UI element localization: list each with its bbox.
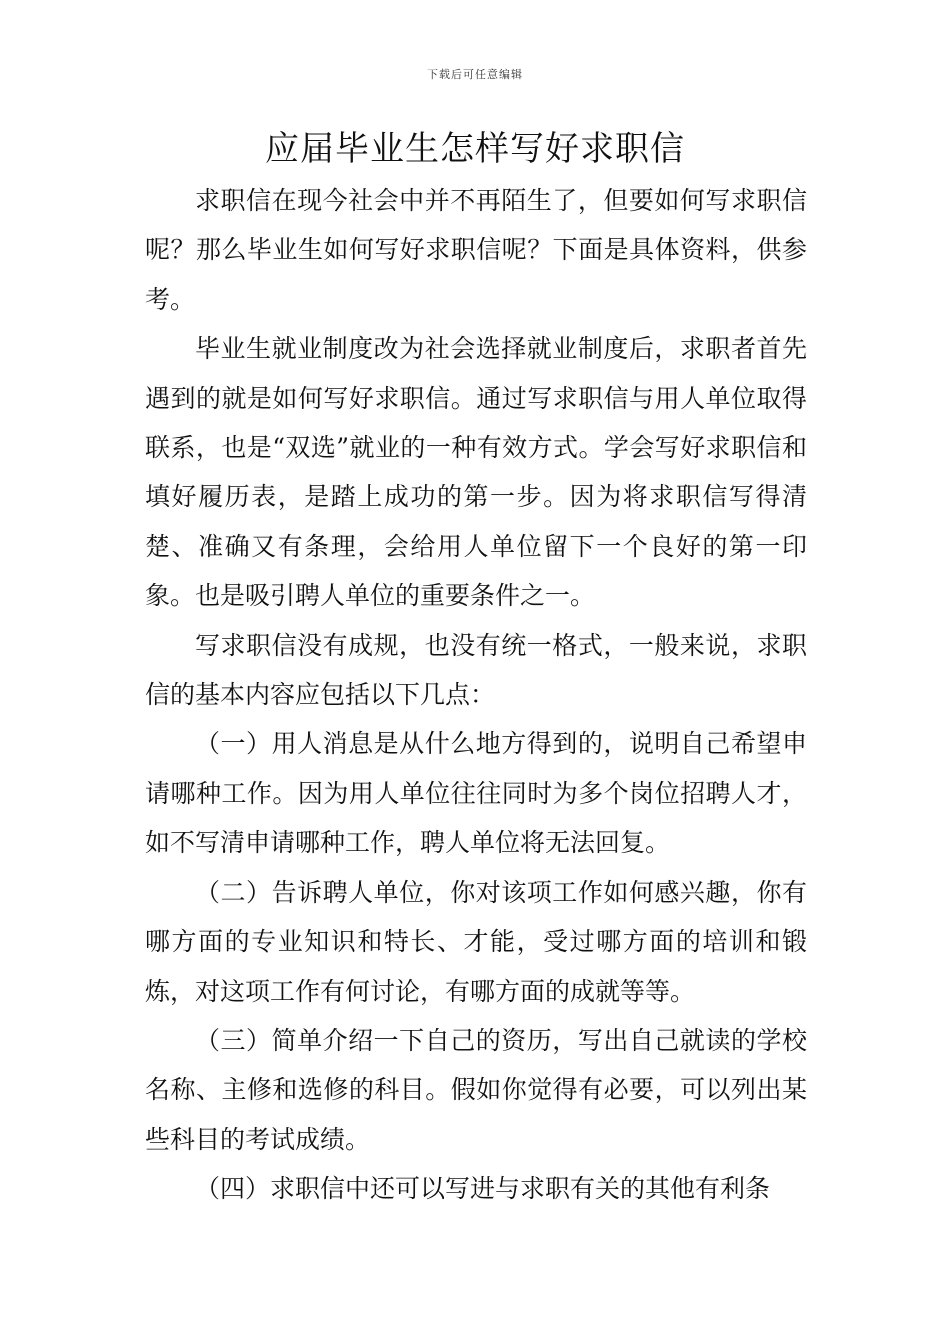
document-body <box>145 176 807 1214</box>
paragraph-point-3: （三）简单介绍一下自己的资历，写出自己就读的学校名称、主修和选修的科目。假如你觉得有必要，可以列出某些科目的考试成绩。 <box>145 1025 807 1154</box>
paragraph-intro: 求职信在现今社会中并不再陌生了，但要如何写求职信呢？那么毕业生如何写好求职信呢？下面是具体资料，供参考。 <box>145 186 807 314</box>
paragraph-point-4: （四）求职信中还可以写进与求职有关的其他有利条 <box>195 1174 771 1204</box>
header-note: 下载后可任意编辑 <box>427 68 523 81</box>
paragraph-point-1: （一）用人消息是从什么地方得到的，说明自己希望申请哪种工作。因为用人单位往往同时为多个岗位招聘人才，如不写清申请哪种工作，聘人单位将无法回复。 <box>145 729 807 858</box>
paragraph-background: 毕业生就业制度改为社会选择就业制度后，求职者首先遇到的就是如何写好求职信。通过写求职信与用人单位取得联系，也是“双选”就业的一种有效方式。学会写好求职信和填好履历表，是踏上成功的第一步。因为将求职信写得清楚、准确又有条理，会给用人单位留下一个良好的第一印象。也是吸引聘人单位的重要条件之一。 <box>145 334 807 611</box>
paragraph-content-overview: 写求职信没有成规，也没有统一格式，一般来说，求职信的基本内容应包括以下几点： <box>145 630 807 710</box>
paragraph-point-2: （二）告诉聘人单位，你对该项工作如何感兴趣，你有哪方面的专业知识和特长、才能，受过哪方面的培训和锻炼，对这项工作有何讨论，有哪方面的成就等等。 <box>145 877 807 1006</box>
document-title: 应届毕业生怎样写好求职信 <box>265 129 685 169</box>
